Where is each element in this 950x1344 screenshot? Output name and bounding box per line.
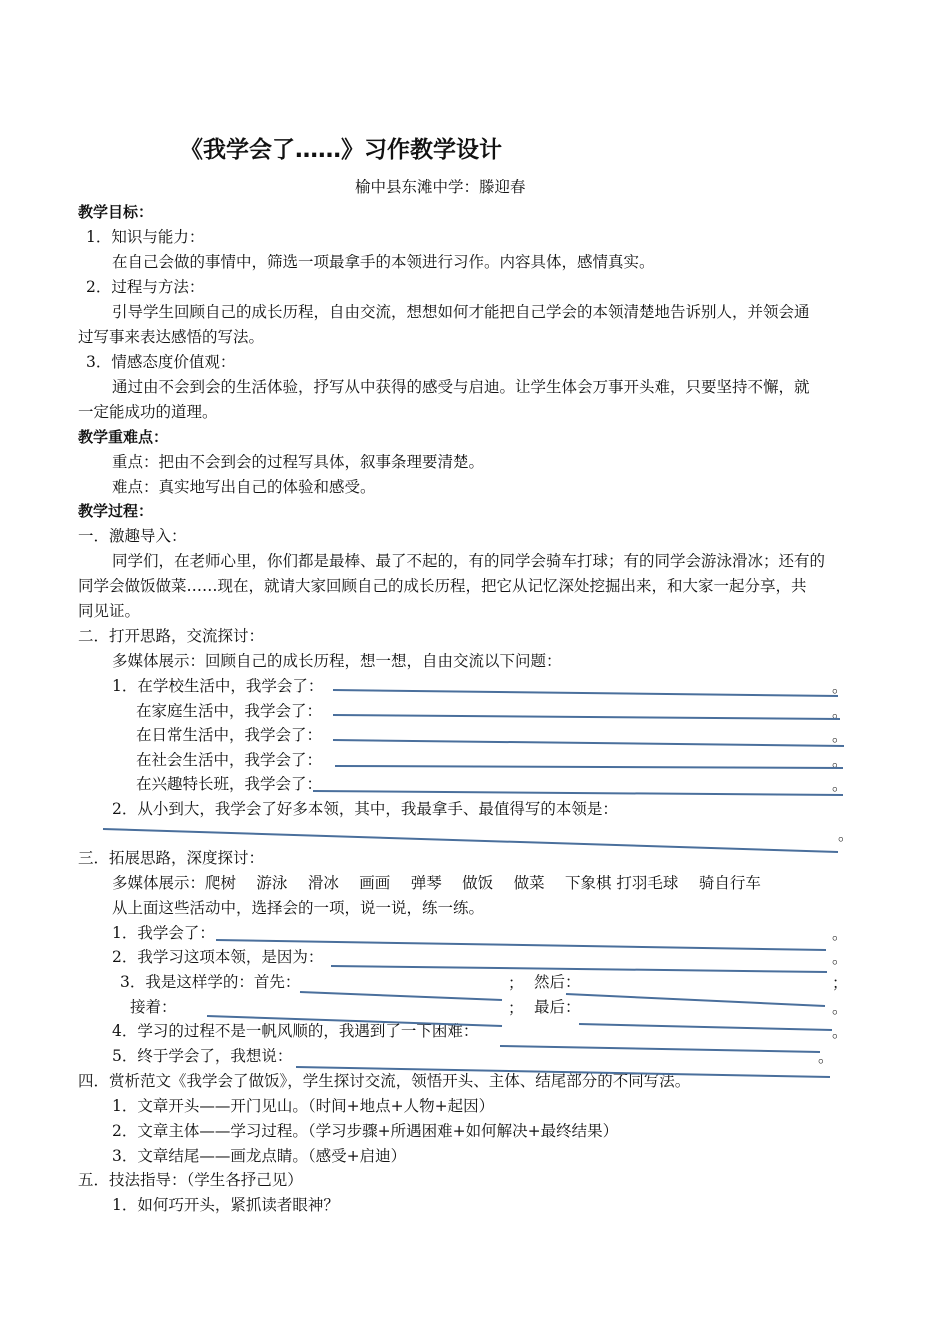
goal-3-text-line2: 一定能成功的道理。 bbox=[78, 403, 218, 421]
period-mark: 。 bbox=[832, 1023, 848, 1041]
section-3-q3: 3．我是这样学的：首先： bbox=[120, 973, 301, 991]
period-mark: 。 bbox=[832, 703, 848, 721]
period-mark: 。 bbox=[832, 925, 848, 943]
answer-blank-line bbox=[333, 690, 838, 696]
section-1-line3: 同见证。 bbox=[78, 602, 141, 620]
section-1-line1: 同学们，在老师心里，你们都是最棒、最了不起的，有的同学会骑车打球；有的同学会游泳滑冰；还有的 bbox=[112, 552, 826, 570]
section-3-label: 三．拓展思路，深度探讨： bbox=[78, 849, 265, 867]
goal-3-label: 3．情感态度价值观： bbox=[86, 353, 236, 371]
section-5-item1: 1．如何巧开头，紧抓读者眼神？ bbox=[112, 1196, 339, 1214]
period-mark: 。 bbox=[818, 1048, 834, 1066]
section-3-q2: 2．我学习这项本领，是因为： bbox=[112, 948, 324, 966]
section-4-item3: 3．文章结尾——画龙点睛。（感受+启迪） bbox=[112, 1147, 407, 1165]
section-4-item2: 2．文章主体——学习过程。（学习步骤+所遇困难+如何解决+最终结果） bbox=[112, 1122, 619, 1140]
section-5-label: 五．技法指导：（学生各抒己见） bbox=[78, 1171, 303, 1189]
section-2-q2: 2．从小到大，我学会了好多本领，其中，我最拿手、最值得写的本领是： bbox=[112, 800, 618, 818]
answer-blank-line bbox=[500, 1046, 820, 1052]
section-3-media: 多媒体展示：爬树 游泳 滑冰 画画 弹琴 做饭 做菜 下象棋 打羽毛球 骑自行车 bbox=[112, 874, 761, 892]
section-3-q4: 4．学习的过程不是一帆风顺的，我遇到了一下困难： bbox=[112, 1022, 479, 1040]
section-3-q1: 1．我学会了： bbox=[112, 924, 215, 942]
goal-1-label: 1．知识与能力： bbox=[86, 228, 205, 246]
period-mark: 。 bbox=[832, 949, 848, 967]
author-line: 榆中县东滩中学：滕迎春 bbox=[355, 178, 526, 196]
section-1-line2: 同学会做饭做菜……现在，就请大家回顾自己的成长历程，把它从记忆深处挖掘出来，和大家一起分享，共 bbox=[78, 577, 807, 595]
section-3-intro: 从上面这些活动中，选择会的一项，说一说，练一练。 bbox=[112, 899, 485, 917]
goal-2-text-line2: 过写事来表达感悟的写法。 bbox=[78, 328, 265, 346]
period-mark: 。 bbox=[832, 999, 848, 1017]
process-heading: 教学过程： bbox=[78, 502, 154, 520]
period-mark: 。 bbox=[832, 678, 848, 696]
goal-1-text: 在自己会做的事情中，筛选一项最拿手的本领进行习作。内容具体，感情真实。 bbox=[112, 253, 655, 271]
answer-blank-line bbox=[333, 740, 844, 746]
section-3-q3-last: 最后： bbox=[534, 998, 581, 1016]
section-2-label: 二．打开思路，交流探讨： bbox=[78, 627, 265, 645]
section-2-q1e: 在兴趣特长班，我学会了： bbox=[136, 775, 323, 793]
section-4-label: 四．赏析范文《我学会了做饭》，学生探讨交流，领悟开头、主体、结尾部分的不同写法。 bbox=[78, 1072, 691, 1090]
semicolon-mark: ； bbox=[508, 974, 524, 992]
goal-3-text-line1: 通过由不会到会的生活体验，抒写从中获得的感受与启迪。让学生体会万事开头难，只要坚持不懈，就 bbox=[112, 378, 810, 396]
goals-heading: 教学目标： bbox=[78, 203, 154, 221]
semicolon-mark: ； bbox=[832, 974, 848, 992]
goal-2-label: 2．过程与方法： bbox=[86, 278, 205, 296]
section-2-q1c: 在日常生活中，我学会了： bbox=[136, 726, 323, 744]
answer-blank-line bbox=[335, 766, 843, 768]
goal-2-text-line1: 引导学生回顾自己的成长历程，自由交流，想想如何才能把自己学会的本领清楚地告诉别人，并领会通 bbox=[112, 303, 810, 321]
section-4-item1: 1．文章开头——开门见山。（时间+地点+人物+起因） bbox=[112, 1097, 495, 1115]
answer-blank-line bbox=[300, 992, 502, 1000]
answer-blank-line bbox=[566, 994, 825, 1006]
period-mark: 。 bbox=[832, 727, 848, 745]
answer-blank-line bbox=[313, 791, 843, 795]
section-2-q1b: 在家庭生活中，我学会了： bbox=[136, 702, 323, 720]
answer-blank-line bbox=[579, 1024, 832, 1030]
page-title: 《我学会了……》习作教学设计 bbox=[180, 137, 502, 163]
section-3-q3-next: 接着： bbox=[130, 998, 177, 1016]
section-1-label: 一．激趣导入： bbox=[78, 527, 187, 545]
period-mark: 。 bbox=[838, 826, 854, 844]
section-2-q1d: 在社会生活中，我学会了： bbox=[136, 751, 323, 769]
keypoints-heading: 教学重难点： bbox=[78, 428, 169, 446]
section-3-q5: 5．终于学会了，我想说： bbox=[112, 1047, 293, 1065]
keypoint-difficulty: 难点：真实地写出自己的体验和感受。 bbox=[112, 478, 376, 496]
section-2-intro: 多媒体展示：回顾自己的成长历程，想一想，自由交流以下问题： bbox=[112, 652, 562, 670]
section-2-q1: 1．在学校生活中，我学会了： bbox=[112, 677, 324, 695]
keypoint-focus: 重点：把由不会到会的过程写具体，叙事条理要清楚。 bbox=[112, 453, 485, 471]
semicolon-mark: ； bbox=[508, 999, 524, 1017]
answer-blank-line bbox=[333, 715, 840, 719]
period-mark: 。 bbox=[832, 752, 848, 770]
period-mark: 。 bbox=[832, 776, 848, 794]
section-3-q3-then: 然后： bbox=[534, 973, 581, 991]
